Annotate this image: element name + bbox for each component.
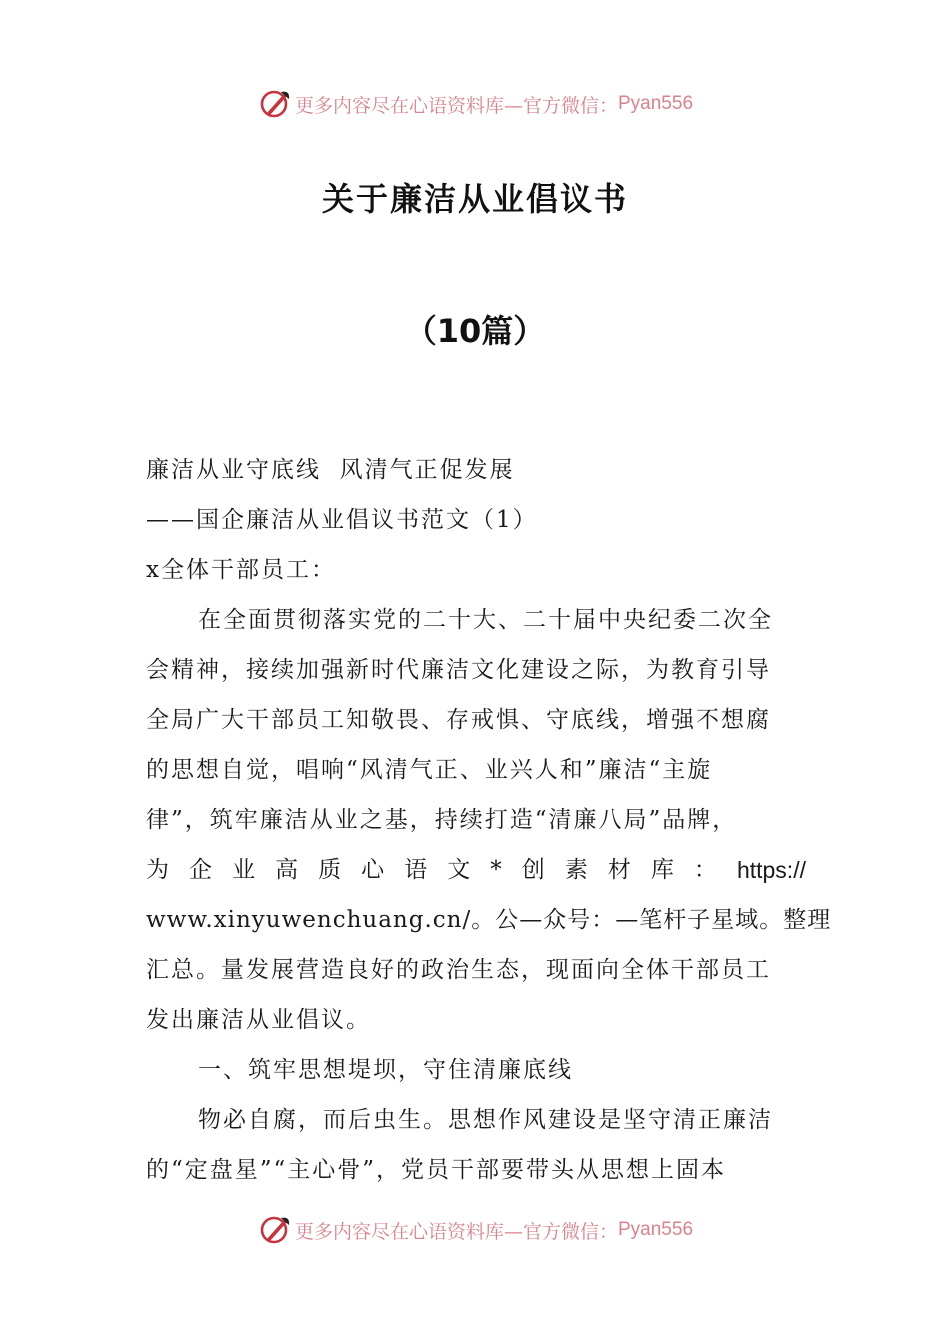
banner-text: 更多内容尽在心语资料库—官方微信： (294, 1220, 618, 1243)
paragraph-line: 会精神，接续加强新时代廉洁文化建设之际，为教育引导 (146, 657, 771, 683)
watermark-url: https:// (736, 857, 806, 883)
paragraph-line: 发出廉洁从业倡议。 (146, 1007, 371, 1033)
paragraph-line: www.xinyuwenchuang.cn/。公—众号：—笔杆子星域。整理 (146, 907, 832, 933)
watermark-char: ： (693, 857, 717, 883)
banner-wechat-id: Pyan556 (618, 93, 694, 114)
document-body (146, 445, 832, 1195)
paragraph-line: 的“定盘星”“主心骨”，党员干部要带头从思想上固本 (146, 1157, 727, 1183)
watermark-char: 语 (404, 857, 428, 883)
watermark-char: 业 (232, 857, 256, 883)
article-subheading: ——国企廉洁从业倡议书范文（1） (146, 507, 538, 533)
document-subtitle: （10篇） (404, 312, 546, 350)
banner-wechat-id: Pyan556 (618, 1219, 694, 1240)
article-heading: 廉洁从业守底线 风清气正促发展 (146, 457, 515, 483)
banner-text: 更多内容尽在心语资料库—官方微信： (294, 94, 618, 117)
paragraph-line: 律”，筑牢廉洁从业之基，持续打造“清廉八局”品牌， (146, 807, 738, 833)
watermark-char: 企 (189, 857, 213, 883)
watermark-char: 文 (447, 857, 471, 883)
salutation: x全体干部员工： (146, 557, 336, 583)
paragraph-line: 在全面贯彻落实党的二十大、二十届中央纪委二次全 (198, 607, 773, 633)
footer-watermark-banner (0, 1208, 950, 1252)
document-title: 关于廉洁从业倡议书 (321, 180, 628, 218)
paragraph-line: 全局广大干部员工知敬畏、存戒惧、守底线，增强不想腐 (146, 707, 771, 733)
watermark-char: 创 (521, 857, 545, 883)
quill-logo-icon (257, 86, 293, 122)
paragraph-line: 汇总。量发展营造良好的政治生态，现面向全体干部员工 (146, 957, 771, 983)
quill-logo-icon (257, 1212, 293, 1248)
header-watermark-banner (0, 82, 950, 126)
watermark-char: 素 (564, 857, 588, 883)
watermark-char: 心 (361, 857, 385, 883)
watermark-char: * (490, 857, 502, 883)
watermark-char: 质 (318, 857, 342, 883)
paragraph-line: 的思想自觉，唱响“风清气正、业兴人和”廉洁“主旋 (146, 757, 713, 783)
watermark-char: 为 (146, 857, 169, 883)
section-heading: 一、筑牢思想堤坝，守住清廉底线 (198, 1057, 573, 1083)
watermark-line (146, 845, 806, 895)
watermark-char: 高 (275, 857, 299, 883)
watermark-char: 库 (650, 857, 674, 883)
paragraph-line: 物必自腐，而后虫生。思想作风建设是坚守清正廉洁 (198, 1107, 773, 1133)
watermark-char: 材 (607, 857, 631, 883)
